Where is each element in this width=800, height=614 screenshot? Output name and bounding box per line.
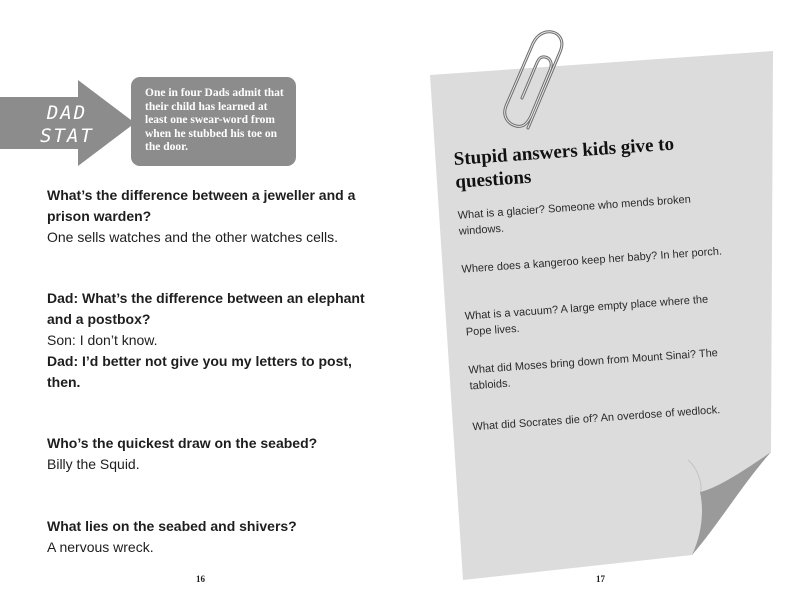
paperclip-icon [498,28,578,138]
page-number: 16 [196,574,205,584]
note-content [453,128,762,436]
joke-question: Who’s the quickest draw on the seabed? [47,435,318,451]
joke-answer: Billy the Squid. [47,456,140,472]
note-title: Stupid answers kids give to questions [453,133,675,193]
joke-4 [47,516,367,558]
joke-1 [47,185,367,248]
right-page [400,0,800,614]
joke-question: What lies on the seabed and shivers? [47,518,297,534]
page-number: 17 [596,574,605,584]
note-item: What is a vacuum? A large empty place where the Pope lives. [464,293,709,339]
stat-label-line2: STAT [40,125,94,147]
dad-stat-box: One in four Dads admit that their child has learned at least one swear-word from when he stubbed his toe on the door. [131,77,296,166]
note-item: What is a glacier? Someone who mends broken windows. [457,193,692,238]
note-item: What did Socrates die of? An overdose of wedlock. [472,404,721,434]
joke-dialogue-line: Dad: What’s the difference between an elephant and a postbox? [47,290,365,327]
joke-3 [47,433,367,475]
joke-question: What’s the difference between a jeweller and a prison warden? [47,187,356,224]
stat-label-line1: DAD [46,102,88,124]
joke-2 [47,288,367,393]
joke-dialogue-line: Dad: I’d better not give you my letters to post, then. [47,353,352,390]
joke-answer: A nervous wreck. [47,539,154,555]
joke-dialogue-line: Son: I don’t know. [47,332,158,348]
note-item: Where does a kangeroo keep her baby? In her porch. [461,245,723,276]
joke-answer: One sells watches and the other watches cells. [47,229,339,245]
note-item: What did Moses bring down from Mount Sinai? The tabloids. [468,347,719,393]
dad-stat-label [37,102,97,148]
